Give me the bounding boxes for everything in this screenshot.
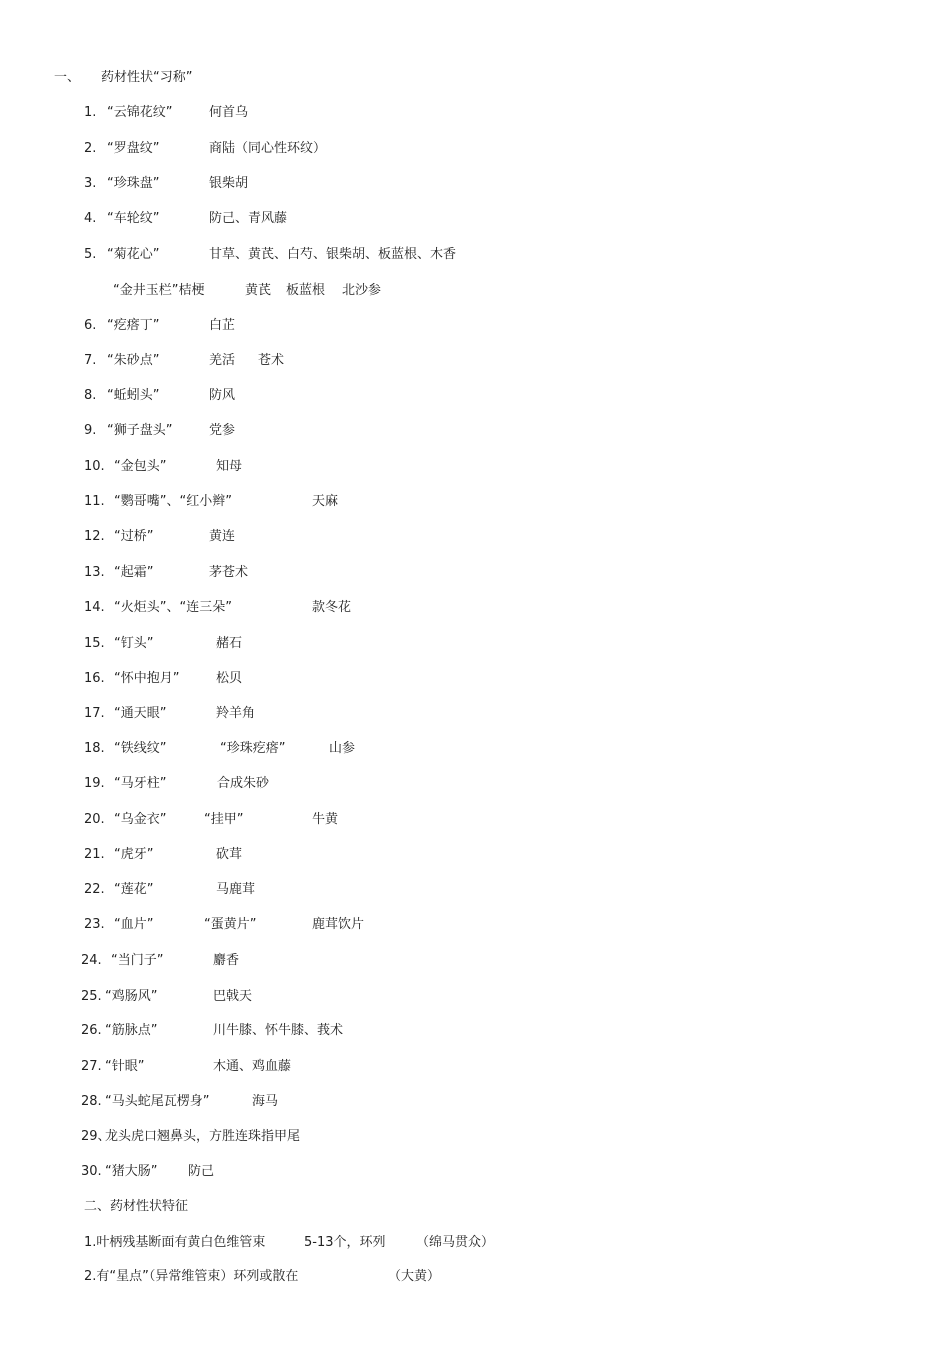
- item-number: 16.: [84, 671, 105, 686]
- item-number: 28.: [81, 1094, 102, 1109]
- item-herb-2: 板蓝根: [286, 283, 326, 298]
- item-term: “疙瘩丁”: [107, 318, 160, 333]
- section-title: 药材性状“习称”: [101, 70, 193, 85]
- item-herb: 黄芪: [245, 283, 272, 298]
- item-herb: 羚羊角: [216, 706, 256, 721]
- item-herb: 何首乌: [209, 105, 249, 120]
- item-herb-3: 北沙参: [342, 283, 382, 298]
- item-herb: 山参: [329, 741, 356, 756]
- item-number: 3.: [84, 176, 97, 191]
- item-herb: 木通、鸡血藤: [213, 1059, 292, 1074]
- item-herb: 防风: [209, 388, 236, 403]
- item-number: 21.: [84, 847, 105, 862]
- item-herb: 款冬花: [312, 600, 352, 615]
- item-term: “通天眼”: [114, 706, 167, 721]
- item-number: 11.: [84, 494, 105, 509]
- item-term: “血片”: [114, 917, 154, 932]
- item-term: “鹦哥嘴”、“红小辫”: [114, 494, 232, 509]
- item-herb: 黄连: [209, 529, 236, 544]
- item-number: 2.: [84, 141, 97, 156]
- section-title: 二、药材性状特征: [84, 1199, 189, 1214]
- item-herb: 防己: [188, 1164, 215, 1179]
- item-term-alt: “蛋黄片”: [204, 917, 257, 932]
- section-number: 一、: [54, 70, 81, 85]
- item-term: “起霜”: [114, 565, 154, 580]
- item-term: “莲花”: [114, 882, 154, 897]
- item-number: 26.: [81, 1023, 102, 1038]
- item-term: “鸡肠风”: [105, 989, 158, 1004]
- item-term: “当门子”: [111, 953, 164, 968]
- item-number: 9.: [84, 423, 97, 438]
- item-number: 1.: [84, 105, 97, 120]
- item-herb: 党参: [209, 423, 236, 438]
- item-term: “罗盘纹”: [107, 141, 160, 156]
- feature-herb: （绵马贯众）: [416, 1235, 495, 1250]
- feature-count: 5-13个，环列: [304, 1235, 386, 1250]
- item-herb: 银柴胡: [209, 176, 249, 191]
- feature-herb: （大黄）: [388, 1269, 441, 1284]
- item-term: “蚯蚓头”: [107, 388, 160, 403]
- item-number: 7.: [84, 353, 97, 368]
- item-number: 15.: [84, 636, 105, 651]
- item-number: 22.: [84, 882, 105, 897]
- item-number: 30.: [81, 1164, 102, 1179]
- item-number: 23.: [84, 917, 105, 932]
- item-term: “怀中抱月”: [114, 671, 180, 686]
- item-term-alt: “挂甲”: [204, 812, 244, 827]
- item-number: 20.: [84, 812, 105, 827]
- item-number: 12.: [84, 529, 105, 544]
- item-term: “虎牙”: [114, 847, 154, 862]
- item-number: 25.: [81, 989, 102, 1004]
- item-term-alt: “珍珠疙瘩”: [220, 741, 286, 756]
- item-herb: 防己、青风藤: [209, 211, 288, 226]
- item-term: “车轮纹”: [107, 211, 160, 226]
- item-herb: 合成朱砂: [217, 776, 270, 791]
- item-term: “金包头”: [114, 459, 167, 474]
- item-herb: 茅苍术: [209, 565, 249, 580]
- item-number: 29、: [81, 1129, 111, 1144]
- item-herb: 麝香: [213, 953, 240, 968]
- item-number: 4.: [84, 211, 97, 226]
- item-number: 14.: [84, 600, 105, 615]
- item-number: 24.: [81, 953, 102, 968]
- item-number: 27.: [81, 1059, 102, 1074]
- feature-text: 1.叶柄残基断面有黄白色维管束: [84, 1235, 266, 1250]
- item-herb: 知母: [216, 459, 243, 474]
- item-herb: 海马: [252, 1094, 279, 1109]
- item-herb: 砍茸: [216, 847, 243, 862]
- item-term: “菊花心”: [107, 247, 160, 262]
- item-term: “乌金衣”: [114, 812, 167, 827]
- item-term: “过桥”: [114, 529, 154, 544]
- item-term: “马头蛇尾瓦楞身”: [105, 1094, 210, 1109]
- item-number: 18.: [84, 741, 105, 756]
- item-term: “针眼”: [105, 1059, 145, 1074]
- item-herb: 白芷: [209, 318, 236, 333]
- item-term: “筋脉点”: [105, 1023, 158, 1038]
- item-term: “铁线纹”: [114, 741, 167, 756]
- item-number: 19.: [84, 776, 105, 791]
- item-herb: 鹿茸饮片: [312, 917, 365, 932]
- item-herb-2: 苍术: [258, 353, 285, 368]
- item-herb: 牛黄: [312, 812, 339, 827]
- item-number: 6.: [84, 318, 97, 333]
- item-herb: 甘草、黄芪、白芍、银柴胡、板蓝根、木香: [209, 247, 457, 262]
- item-term: “金井玉栏”桔梗: [113, 283, 205, 298]
- item-number: 13.: [84, 565, 105, 580]
- item-herb: 商陆（同心性环纹）: [209, 141, 327, 156]
- item-term: “朱砂点”: [107, 353, 160, 368]
- item-term: “狮子盘头”: [107, 423, 173, 438]
- item-herb: 巴戟天: [213, 989, 253, 1004]
- item-number: 17.: [84, 706, 105, 721]
- item-herb: 川牛膝、怀牛膝、莪术: [213, 1023, 344, 1038]
- item-term: “猪大肠”: [105, 1164, 158, 1179]
- item-term: “火炬头”、“连三朵”: [114, 600, 232, 615]
- item-herb: 赭石: [216, 636, 243, 651]
- item-term: “云锦花纹”: [107, 105, 173, 120]
- item-herb: 羌活: [209, 353, 236, 368]
- item-herb: 松贝: [216, 671, 243, 686]
- item-term: “马牙柱”: [114, 776, 167, 791]
- item-term: 龙头虎口翘鼻头，方胜连珠指甲尾: [105, 1129, 301, 1144]
- item-term: “钉头”: [114, 636, 154, 651]
- item-number: 10.: [84, 459, 105, 474]
- item-herb: 天麻: [312, 494, 339, 509]
- feature-text: 2.有“星点”（异常维管束）环列或散在: [84, 1269, 299, 1284]
- item-herb: 马鹿茸: [216, 882, 256, 897]
- item-term: “珍珠盘”: [107, 176, 160, 191]
- item-number: 8.: [84, 388, 97, 403]
- item-number: 5.: [84, 247, 97, 262]
